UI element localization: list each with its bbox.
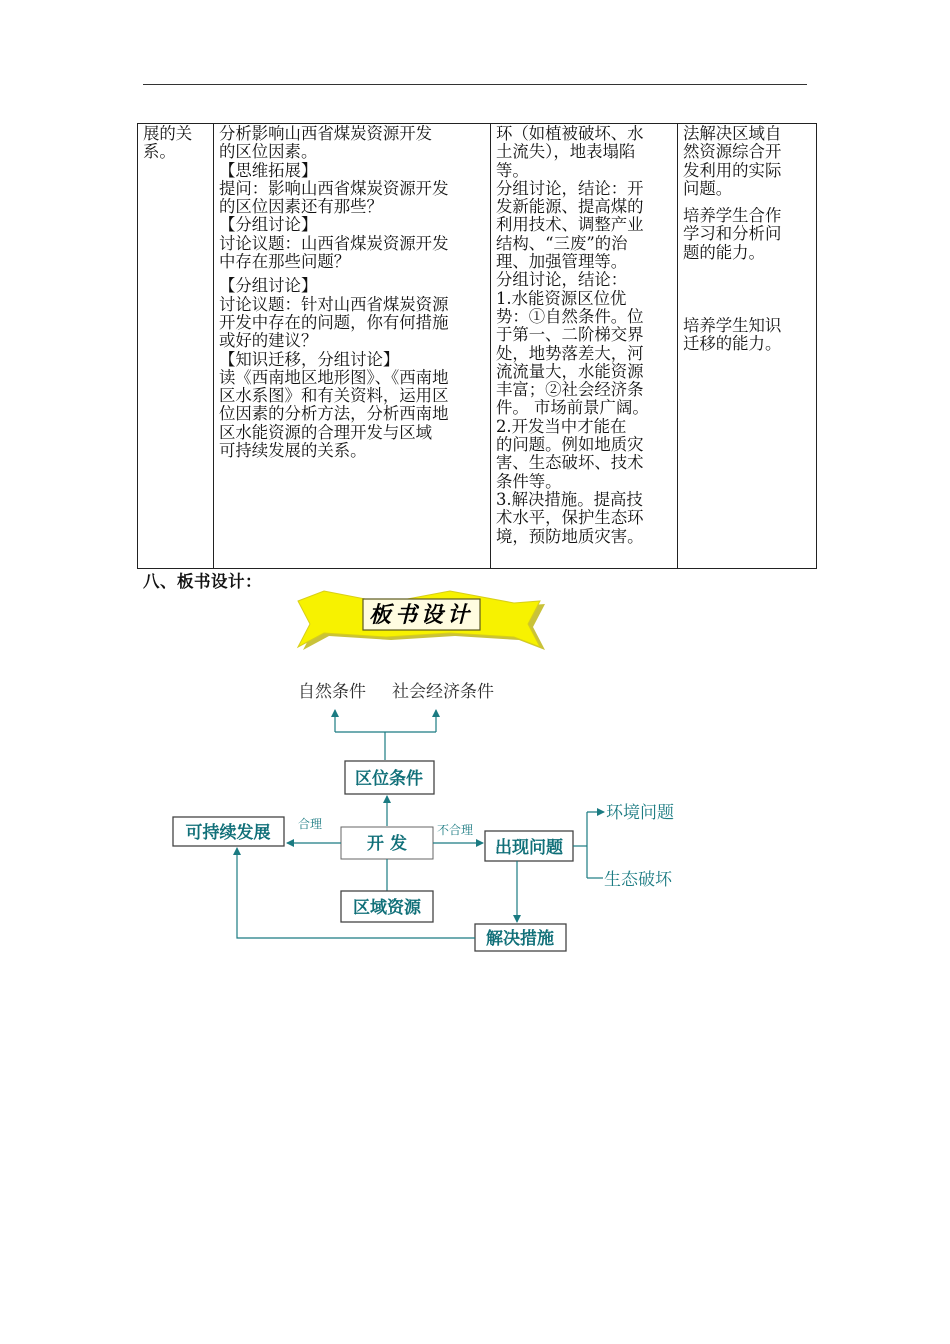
cell-line: 可持续发展的关系。 [219,441,367,461]
cell-line: 2.开发当中才能在 [496,416,627,436]
cell-line: 害、生态破坏、技术 [496,453,644,473]
cell-line: 然资源综合开 [683,142,782,162]
cell-line: 系。 [143,142,176,162]
cell-line: 件。 市场前景广阔。 [496,398,649,418]
node-environmental-problems: 环境问题 [606,803,674,823]
banner-ribbon [298,591,545,650]
section-heading: 八、板书设计： [143,572,262,591]
cell-line: 理、加强管理等。 [496,252,628,272]
cell-line: 流流量大，水能资源 [496,361,644,381]
cell-line: 【知识迁移，分组讨论】 [219,349,400,369]
cell-line: 境，预防地质灾害。 [496,526,644,546]
cell-line: 结构、“三废”的治 [496,233,628,253]
cell-line: 环（如植被破坏、水 [496,124,644,143]
cell-line: 势：①自然条件。位 [496,306,644,326]
cell-line: 丰富；②社会经济条 [496,380,644,400]
cell-line: 【分组讨论】 [219,215,318,235]
cell-line: 或好的建议？ [219,331,318,351]
cell-line: 区水能资源的合理开发与区域 [219,422,433,442]
cell-line: 培养学生合作 [683,206,782,226]
banner-title: 板书设计 [368,602,474,628]
cell-line: 1.水能资源区位优 [496,288,627,308]
cell-line: 中存在那些问题？ [219,252,351,272]
cell-line: 的区位因素还有那些？ [219,197,383,217]
cell-line: 分组讨论，结论：开 [496,178,644,198]
cell-line: 开发中存在的问题，你有何措施 [219,312,449,332]
cell-line: 【思维拓展】 [219,160,318,180]
cell-line: 的问题。例如地质灾 [496,435,644,455]
cell-line: 提问：影响山西省煤炭资源开发 [219,178,449,198]
cell-line: 题的能力。 [683,242,765,262]
node-location-conditions: 区位条件 [355,769,423,789]
cell-line: 培养学生知识 [683,316,782,336]
cell-line: 发利用的实际 [683,160,782,180]
cell-line: 区水系图》和有关资料，运用区 [219,386,449,406]
cell-line: 学习和分析问 [683,224,782,244]
cell-line: 讨论议题：山西省煤炭资源开发 [219,233,449,253]
cell-line: 术水平，保护生态环 [496,508,644,528]
cell-line: 分组讨论，结论： [496,270,628,290]
node-natural-conditions: 自然条件 [298,682,366,702]
cell-line: 展的关 [143,124,193,143]
label-reasonable: 合理 [298,817,323,831]
cell-line: 位因素的分析方法，分析西南地 [219,404,449,424]
node-sustainable-development: 可持续发展 [185,823,271,843]
cell-line: 【分组讨论】 [219,276,318,296]
cell-line: 讨论议题：针对山西省煤炭资源 [219,294,449,314]
node-regional-resources: 区域资源 [353,898,421,918]
node-solutions: 解决措施 [486,929,554,949]
cell-line: 法解决区域自 [683,124,782,143]
node-problems-arise: 出现问题 [495,838,563,858]
cell-line: 迁移的能力。 [683,334,782,354]
cell-line: 于第一、二阶梯交界 [496,325,644,345]
cell-line: 土流失），地表塌陷 [496,142,636,162]
cell-line: 等。 [496,160,529,180]
cell-line: 处，地势落差大，河 [496,343,644,363]
label-unreasonable: 不合理 [437,823,474,837]
cell-line: 的区位因素。 [219,142,318,162]
node-social-economic-conditions: 社会经济条件 [392,682,494,702]
node-develop: 开 发 [367,834,407,854]
cell-line: 分析影响山西省煤炭资源开发 [219,124,433,143]
cell-line: 3.解决措施。提高技 [496,489,643,509]
cell-line: 利用技术、调整产业 [496,215,644,235]
cell-line: 问题。 [683,178,733,198]
cell-line: 条件等。 [496,471,562,491]
cell-line: 读《西南地区地形图》、《西南地 [219,367,449,387]
node-ecological-damage: 生态破坏 [604,870,672,890]
cell-line: 发新能源、提高煤的 [496,197,644,217]
